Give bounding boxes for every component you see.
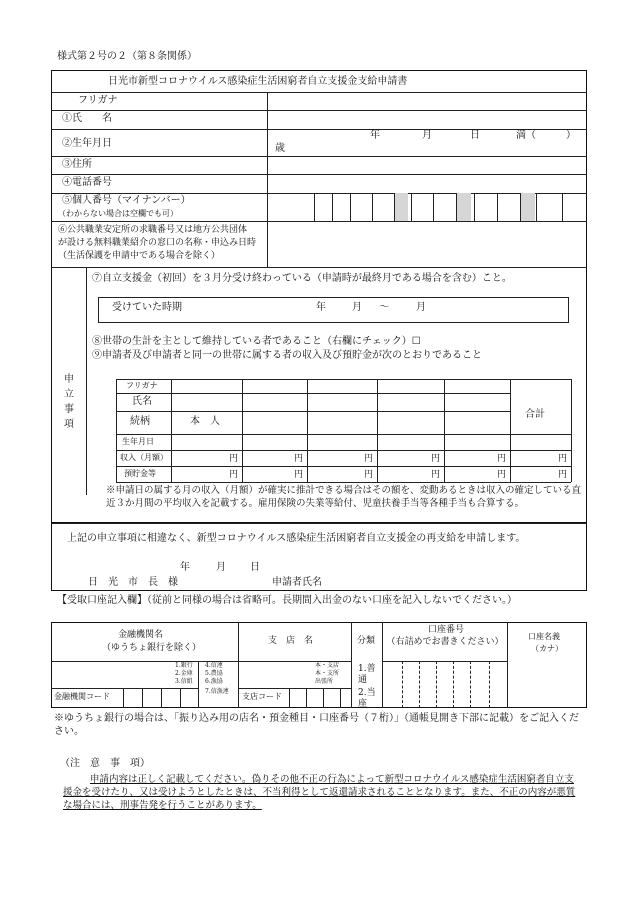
declaration-label: 申立事項	[64, 374, 74, 430]
phone-input[interactable]	[268, 175, 586, 192]
birth-label: ②生年月日	[62, 138, 112, 149]
self-label: 本 人	[190, 416, 220, 427]
phone-label: ④電話番号	[62, 177, 112, 188]
branch-code-label: 支店コード	[242, 692, 282, 701]
furigana-label: フリガナ	[78, 95, 118, 106]
form-title: 日光市新型コロナウイルス感染症生活困窮者自立支援金支給申請書	[108, 76, 408, 87]
caution-heading: （注 意 事 項）	[60, 758, 150, 769]
mayor-label: 日 光 市 長 様	[88, 577, 178, 588]
caution-text: 申請内容は正しく記載してください。偽りその他不正の行為によって新型コロナウイルス感染症生活困窮者自立支援金を受けたり、又は受けようとしたときは、不当利得として返還請求されることとなります。また、不正の内容が悪質な場合には、刑事告発を行うことがあります。	[63, 774, 576, 811]
statement-text: 上記の申立事項に相違なく、新型コロナウイルス感染症生活困窮者自立支援金の再支給を申請します。	[67, 533, 526, 544]
mynumber-label: ⑤個人番号（マイナンバー）	[62, 195, 191, 206]
address-label: ③住所	[62, 159, 92, 170]
inst-code-label: 金融機関コード	[54, 692, 110, 701]
income-note: ※申請日の属する月の収入（月額）が確実に推計できる場合はその額を、変動あるときは収入の確定している直近３か月間の平均収入を記載する。雇用保険の失業等給付、児童扶養手当等各種手当も合算する。	[106, 485, 582, 509]
ordinary-option[interactable]: 1.普通	[358, 664, 376, 685]
current-option[interactable]: 2.当座	[358, 688, 376, 709]
employment-label: ⑥公共職業安定所の求職番号又は地方公共団体	[58, 225, 248, 235]
item8-text[interactable]: ⑧世帯の生計を主として維持している者であること（右欄にチェック）☐	[92, 336, 421, 347]
bank-heading: 【受取口座記入欄】（従前と同様の場合は省略可。長期間入出金のない口座を記入しないでください。）	[57, 595, 517, 606]
address-input[interactable]	[268, 157, 586, 173]
form-number: 様式第２号の２（第８条関係）	[57, 51, 197, 62]
total-label: 合計	[525, 409, 545, 420]
applicant-name-label[interactable]: 申請者氏名	[272, 577, 322, 588]
item7-text: ⑦自立支援金（初回）を３月分受け終わっている（申請時が最終月である場合を含む）こと。	[92, 273, 512, 284]
item9-text: ⑨申請者及び申請者と同一の世帯に属する者の収入及び預貯金が次のとおりであること	[92, 350, 482, 361]
name-input[interactable]	[268, 111, 586, 128]
yucho-note: ※ゆうちょ銀行の場合は、「振り込み用の店名・預金種目・口座番号（７桁）」（通帳見開き下部に記載）をご記入ください。	[54, 713, 579, 737]
name-label: ①氏 名	[62, 113, 112, 124]
